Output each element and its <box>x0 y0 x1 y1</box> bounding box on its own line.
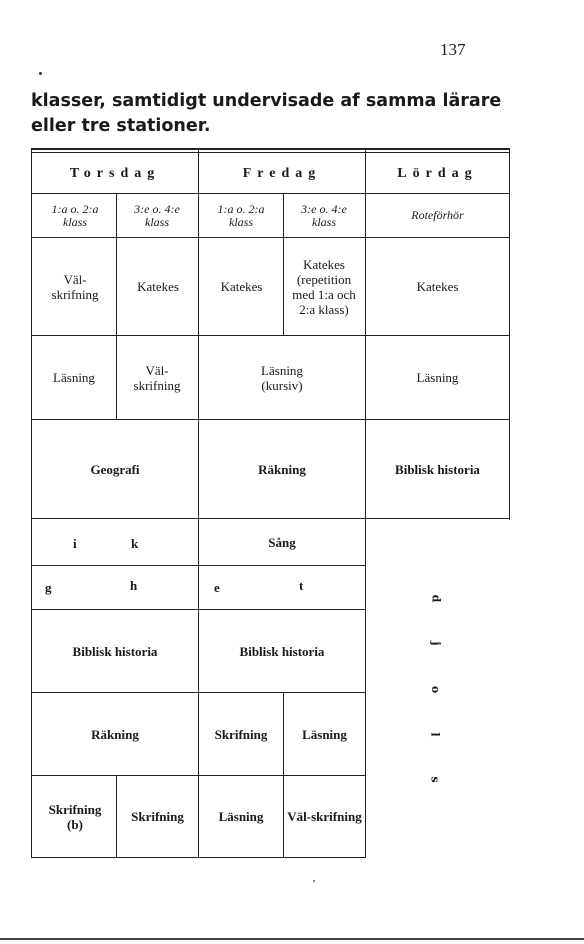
page-number: 137 <box>440 40 466 59</box>
cell-r8-torsdag-2: Skrifning <box>131 809 184 824</box>
intro-paragraph: klasser, samtidigt undervisade af samma lärare eller tre stationer. <box>31 91 502 136</box>
lordag-vertical-letter-1: d <box>429 594 443 603</box>
cell-r1-lordag: Katekes <box>416 279 459 294</box>
cell-r6-fredag: Biblisk historia <box>239 643 325 659</box>
cell-r5-torsdag-fragment-a: g <box>45 580 52 595</box>
cell-r1-torsdag-1: Väl-skrifning <box>51 271 99 302</box>
cell-r5-fredag-fragment-a: e <box>214 580 220 595</box>
subheader-torsdag-3-4: 3:e o. 4:e klass <box>134 201 180 229</box>
header-fredag: Fredag <box>242 165 322 181</box>
cell-r2-torsdag-1: Läsning <box>53 370 95 385</box>
subheader-fredag-3-4: 3:e o. 4:e klass <box>301 201 347 229</box>
bottom-edge-rule <box>0 938 584 940</box>
header-torsdag: Torsdag <box>69 165 161 181</box>
cell-r1-fredag-2: Katekes (repetition med 1:a och 2:a klass) <box>292 256 356 317</box>
ink-speck <box>313 880 315 882</box>
cell-r1-torsdag-2: Katekes <box>137 279 179 294</box>
cell-r7-fredag-1: Skrifning <box>214 726 268 742</box>
cell-r8-fredag-2: Väl-skrifning <box>287 809 362 824</box>
cell-r8-fredag-1: Läsning <box>218 809 264 824</box>
cell-r4-fredag: Sång <box>268 534 296 550</box>
cell-r7-torsdag: Räkning <box>91 726 139 742</box>
cell-r3-lordag: Biblisk historia <box>395 461 480 477</box>
lordag-vertical-letter-2: j <box>429 641 443 646</box>
cell-r4-torsdag-fragment-b: k <box>131 536 139 551</box>
cell-r6-torsdag: Biblisk historia <box>72 643 158 659</box>
subheader-fredag-1-2: 1:a o. 2:a klass <box>217 201 265 229</box>
subheader-torsdag-1-2: 1:a o. 2:a klass <box>51 201 99 229</box>
header-lordag: Lördag <box>397 165 478 181</box>
cell-r3-torsdag: Geografi <box>90 461 140 477</box>
ink-dot <box>39 72 42 75</box>
lordag-vertical-letter-4: l <box>428 732 442 737</box>
lordag-vertical-letter-5: s <box>428 776 442 783</box>
cell-r8-torsdag-1: Skrifning (b) <box>48 801 102 832</box>
cell-r1-fredag-1: Katekes <box>220 279 263 294</box>
cell-r2-torsdag-2: Väl-skrifning <box>133 362 181 393</box>
cell-r5-fredag-fragment-b: t <box>299 578 304 593</box>
cell-r5-torsdag-fragment-b: h <box>130 578 138 593</box>
cell-r2-lordag: Läsning <box>416 370 459 385</box>
lordag-vertical-letter-3: o <box>429 685 443 694</box>
cell-r2-fredag: Läsning (kursiv) <box>261 362 303 393</box>
cell-r3-fredag: Räkning <box>258 461 306 477</box>
cell-r7-fredag-2: Läsning <box>302 726 347 742</box>
subheader-lordag: Roteförhör <box>411 208 464 222</box>
cell-r4-torsdag-fragment-a: i <box>73 536 77 551</box>
